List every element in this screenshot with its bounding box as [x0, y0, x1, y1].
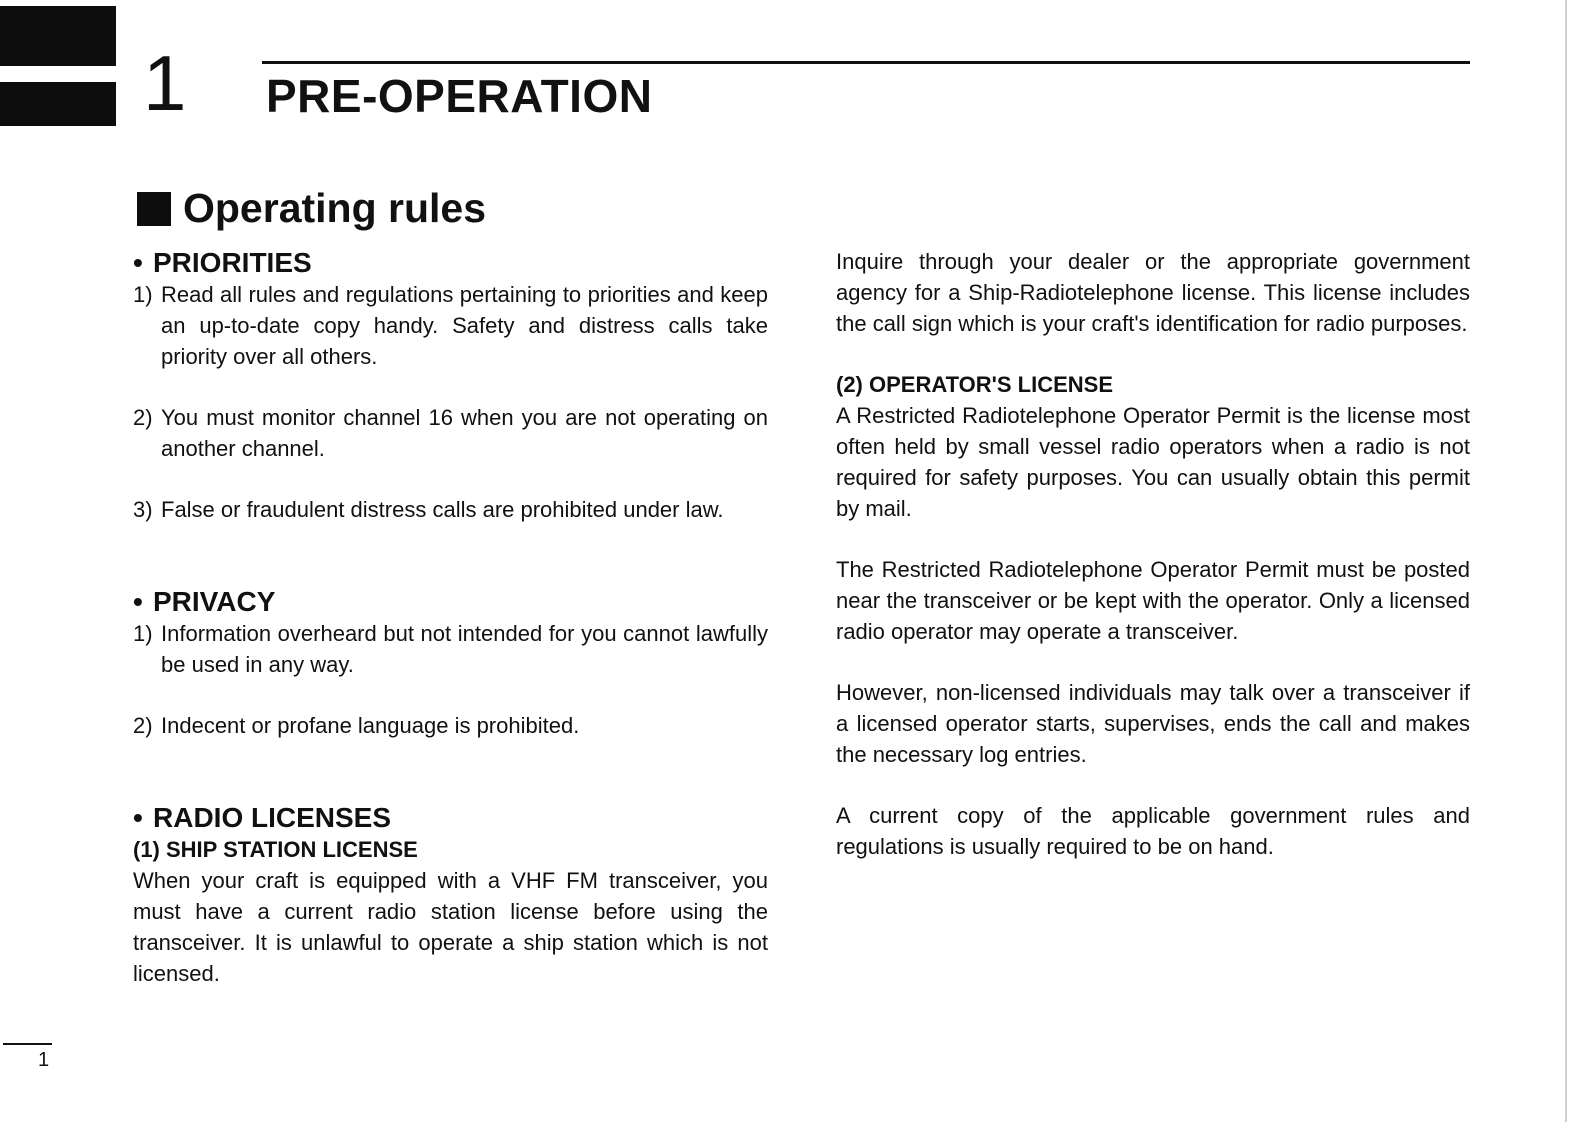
section-title: Operating rules [183, 185, 487, 231]
rules-copy-text: A current copy of the applicable government rules and regulations is usually required to be on hand. [836, 803, 1470, 859]
ship-station-continued: Inquire through your dealer or the appropriate government agency for a Ship-Radiotelephone license. This license includes the call sign which is your craft's identification for radio purposes. [836, 249, 1470, 336]
bullet-icon: • [133, 247, 143, 278]
square-bullet-icon [137, 192, 171, 226]
bullet-icon: • [133, 802, 143, 833]
chapter-rule [262, 61, 1470, 64]
chapter-title: PRE-OPERATION [266, 70, 653, 122]
priorities-heading: • PRIORITIES [133, 247, 312, 278]
chapter-tab-upper [0, 6, 116, 66]
privacy-heading: • PRIVACY [133, 586, 276, 617]
chapter-tab-notch [0, 6, 88, 22]
chapter-number: 1 [143, 39, 187, 127]
privacy-item: 1) Information overheard but not intended for you cannot lawfully be used in any way. [133, 621, 768, 677]
priorities-item: 3) False or fraudulent distress calls are prohibited under law. [133, 497, 724, 522]
non-licensed-text: However, non-licensed individuals may talk over a transceiver if a licensed operator starts, supervises, ends the call and makes the necessary log entries. [836, 680, 1470, 767]
left-column [133, 247, 768, 989]
chapter-tab-lower [0, 82, 116, 126]
privacy-item: 2) Indecent or profane language is prohibited. [133, 713, 580, 738]
ship-station-label: (1) SHIP STATION LICENSE [133, 837, 418, 862]
radio-licenses-heading: • RADIO LICENSES [133, 802, 392, 833]
ship-station-text: When your craft is equipped with a VHF FM transceiver, you must have a current radio station license before using the transceiver. It is unlawful to operate a ship station which is not licensed. [133, 868, 768, 986]
right-column [836, 246, 1470, 862]
priorities-item: 1) Read all rules and regulations pertaining to priorities and keep an up-to-date copy handy. Safety and distress calls take priority over all others. [133, 282, 768, 369]
priorities-item: 2) You must monitor channel 16 when you are not operating on another channel. [133, 405, 768, 461]
bullet-icon: • [133, 586, 143, 617]
operator-license-label: (2) OPERATOR'S LICENSE [836, 372, 1114, 397]
page-number: 1 [38, 1049, 50, 1071]
page-number-rule [3, 1043, 52, 1045]
page-edge-line [1565, 0, 1567, 1122]
operator-license-text: A Restricted Radiotelephone Operator Permit is the license most often held by small vessel radio operators when a radio is not required for safety purposes. You can usually obtain this permit by mail. [836, 403, 1470, 521]
section-heading [137, 185, 487, 231]
permit-posted-text: The Restricted Radiotelephone Operator Permit must be posted near the transceiver or be kept with the operator. Only a licensed radio operator may operate a transceiver. [836, 557, 1470, 644]
